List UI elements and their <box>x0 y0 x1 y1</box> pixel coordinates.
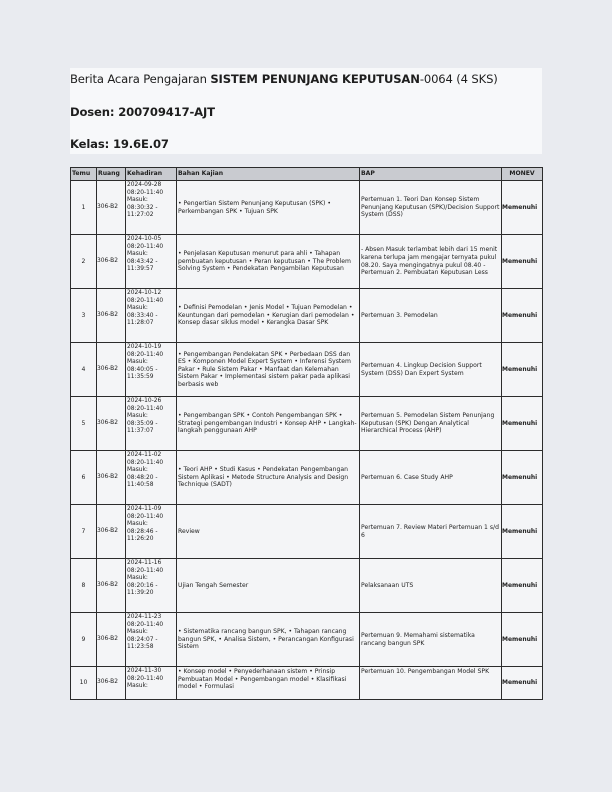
kehadiran-cell <box>126 451 177 505</box>
temu-cell: 2 <box>71 235 97 289</box>
kehadiran-line: 11:39:57 <box>127 266 154 273</box>
table-row <box>71 559 543 613</box>
temu-cell: 6 <box>71 451 97 505</box>
kehadiran-cell <box>126 397 177 451</box>
kehadiran-line: 11:35:59 <box>127 374 154 381</box>
col-header-ruang: Ruang <box>97 168 126 181</box>
kehadiran-line: 2024-10-19 <box>127 344 162 350</box>
table-row <box>71 235 543 289</box>
table-row <box>71 613 543 667</box>
kehadiran-line: 2024-11-30 <box>127 668 162 674</box>
temu-cell: 3 <box>71 289 97 343</box>
kehadiran-line: 08:40:05 - <box>127 366 158 373</box>
bap-cell: Pertemuan 3. Pemodelan <box>360 289 502 343</box>
ruang-cell: 306-B2 <box>97 613 126 667</box>
monev-cell: Memenuhi <box>502 613 543 667</box>
kehadiran-line: 08:35:09 - <box>127 420 158 427</box>
bahan-kajian-cell: Ujian Tengah Semester <box>177 559 360 613</box>
kehadiran-line: 2024-11-09 <box>127 506 162 512</box>
ruang-cell: 306-B2 <box>97 451 126 505</box>
col-header-temu: Temu <box>71 168 97 181</box>
monev-cell: Memenuhi <box>502 235 543 289</box>
kehadiran-cell <box>126 667 177 700</box>
col-header-bap: BAP <box>360 168 502 181</box>
table-row <box>71 451 543 505</box>
kehadiran-line: 08:43:42 - <box>127 258 158 265</box>
monev-cell: Memenuhi <box>502 397 543 451</box>
monev-cell: Memenuhi <box>502 343 543 397</box>
kehadiran-line: 08:20:16 - <box>127 582 158 589</box>
ruang-cell: 306-B2 <box>97 289 126 343</box>
temu-cell: 8 <box>71 559 97 613</box>
kehadiran-line: 08:20-11:40 <box>127 513 164 520</box>
col-header-monev: MONEV <box>502 168 543 181</box>
kehadiran-line: 11:28:07 <box>127 320 154 327</box>
monev-cell: Memenuhi <box>502 289 543 343</box>
kehadiran-line: 11:27:02 <box>127 212 154 219</box>
temu-cell: 9 <box>71 613 97 667</box>
kehadiran-line: 08:24:07 - <box>127 636 158 643</box>
temu-cell: 7 <box>71 505 97 559</box>
temu-cell: 5 <box>71 397 97 451</box>
table-row <box>71 181 543 235</box>
ruang-cell: 306-B2 <box>97 235 126 289</box>
kehadiran-line: 08:20-11:40 <box>127 459 164 466</box>
kehadiran-line: 08:20-11:40 <box>127 351 164 358</box>
kehadiran-line: 2024-11-02 <box>127 452 162 458</box>
bap-cell: Pertemuan 7. Review Materi Pertemuan 1 s/d 6 <box>360 505 502 559</box>
kehadiran-line: Masuk: <box>127 251 148 258</box>
kehadiran-cell <box>126 289 177 343</box>
kehadiran-line: Masuk: <box>127 521 148 528</box>
kehadiran-line: 2024-11-23 <box>127 614 162 620</box>
temu-cell: 4 <box>71 343 97 397</box>
kehadiran-line: 08:20-11:40 <box>127 189 164 196</box>
kehadiran-line: 08:20-11:40 <box>127 621 164 628</box>
kehadiran-line: Masuk: <box>127 197 148 204</box>
dosen-label: Dosen: <box>70 105 115 119</box>
kehadiran-line: 11:39:20 <box>127 590 154 597</box>
kehadiran-line: 08:20-11:40 <box>127 675 164 682</box>
document-title <box>70 72 498 86</box>
dosen-value: 200709417-AJT <box>118 105 215 119</box>
kehadiran-line: 08:20-11:40 <box>127 297 164 304</box>
table-row <box>71 397 543 451</box>
ruang-cell: 306-B2 <box>97 559 126 613</box>
bap-cell: Pertemuan 10. Pengembangan Model SPK <box>360 667 502 700</box>
kehadiran-line: 11:23:58 <box>127 644 154 651</box>
kehadiran-line: 11:37:07 <box>127 428 154 435</box>
kehadiran-cell <box>126 181 177 235</box>
bahan-kajian-cell: • Pengembangan Pendekatan SPK • Perbedaan DSS dan ES • Komponen Model Expert System • Inferensi System Pakar • Rule Sistem Pakar • Manfaat dan Kelemahan Sistem Pakar • Implementasi sistem pakar pada aplikasi berbasis web <box>177 343 360 397</box>
ruang-cell: 306-B2 <box>97 181 126 235</box>
kehadiran-line: 08:33:40 - <box>127 312 158 319</box>
kehadiran-line: 11:26:20 <box>127 536 154 543</box>
bahan-kajian-cell: • Konsep model • Penyederhanaan sistem • Prinsip Pembuatan Model • Pengembangan model • Klasifikasi model • Formulasi <box>177 667 360 700</box>
title-prefix: Berita Acara Pengajaran <box>70 72 207 86</box>
table-row <box>71 667 543 700</box>
kehadiran-line: 2024-09-28 <box>127 182 162 188</box>
bap-cell: Pertemuan 4. Lingkup Decision Support System (DSS) Dan Expert System <box>360 343 502 397</box>
document-header <box>70 68 542 154</box>
course-name: SISTEM PENUNJANG KEPUTUSAN <box>210 72 420 86</box>
bap-cell: Pertemuan 1. Teori Dan Konsep Sistem Penunjang Keputusan (SPK)/Decision Support System (DSS) <box>360 181 502 235</box>
monev-cell: Memenuhi <box>502 667 543 700</box>
kehadiran-cell <box>126 613 177 667</box>
kehadiran-line: Masuk: <box>127 305 148 312</box>
kehadiran-line: Masuk: <box>127 683 148 690</box>
kehadiran-line: 08:20-11:40 <box>127 243 164 250</box>
kehadiran-line: 2024-10-05 <box>127 236 162 242</box>
bap-cell: Pertemuan 6. Case Study AHP <box>360 451 502 505</box>
bap-cell: - Absen Masuk terlambat lebih dari 15 menit karena terlupa jam mengajar ternyata pukul 08.20. Saya mengingatnya pukul 08.40 - Pertemuan 2. Pembuatan Keputusan Less <box>360 235 502 289</box>
kehadiran-line: 08:28:46 - <box>127 528 158 535</box>
bahan-kajian-cell: • Sistematika rancang bangun SPK, • Tahapan rancang bangun SPK, • Analisa Sistem, • Perancangan Konfigurasi Sistem <box>177 613 360 667</box>
kelas-label: Kelas: <box>70 137 110 151</box>
bahan-kajian-cell: Review <box>177 505 360 559</box>
kehadiran-cell <box>126 343 177 397</box>
monev-cell: Memenuhi <box>502 181 543 235</box>
table-row <box>71 505 543 559</box>
course-suffix: -0064 (4 SKS) <box>419 72 498 86</box>
attendance-table <box>70 167 543 700</box>
kehadiran-line: 11:40:58 <box>127 482 154 489</box>
kehadiran-line: 2024-10-12 <box>127 290 162 296</box>
col-header-kehadiran: Kehadiran <box>126 168 177 181</box>
kehadiran-line: Masuk: <box>127 359 148 366</box>
bahan-kajian-cell: • Definisi Pemodelan • Jenis Model • Tujuan Pemodelan • Keuntungan dari pemodelan • Kerugian dari pemodelan • Konsep dasar siklus model • Kerangka Dasar SPK <box>177 289 360 343</box>
ruang-cell: 306-B2 <box>97 505 126 559</box>
kehadiran-line: Masuk: <box>127 467 148 474</box>
col-header-bahan-kajian: Bahan Kajian <box>177 168 360 181</box>
bap-cell: Pelaksanaan UTS <box>360 559 502 613</box>
monev-cell: Memenuhi <box>502 505 543 559</box>
kelas-value: 19.6E.07 <box>112 137 169 151</box>
kehadiran-line: 08:20-11:40 <box>127 405 164 412</box>
kehadiran-line: 08:48:20 - <box>127 474 158 481</box>
kehadiran-cell <box>126 559 177 613</box>
ruang-cell: 306-B2 <box>97 343 126 397</box>
temu-cell: 1 <box>71 181 97 235</box>
ruang-cell: 306-B2 <box>97 397 126 451</box>
kehadiran-line: 08:30:32 - <box>127 204 158 211</box>
bap-cell: Pertemuan 5. Pemodelan Sistem Penunjang Keputusan (SPK) Dengan Analytical Hierarchical Process (AHP) <box>360 397 502 451</box>
kehadiran-cell <box>126 235 177 289</box>
monev-cell: Memenuhi <box>502 451 543 505</box>
kehadiran-line: 08:20-11:40 <box>127 567 164 574</box>
temu-cell: 10 <box>71 667 97 700</box>
dosen-line <box>70 105 215 119</box>
bahan-kajian-cell: • Pengertian Sistem Penunjang Keputusan (SPK) • Perkembangan SPK • Tujuan SPK <box>177 181 360 235</box>
ruang-cell: 306-B2 <box>97 667 126 700</box>
kehadiran-line: 2024-11-16 <box>127 560 162 566</box>
kehadiran-line: Masuk: <box>127 629 148 636</box>
kehadiran-cell <box>126 505 177 559</box>
monev-cell: Memenuhi <box>502 559 543 613</box>
bap-cell: Pertemuan 9. Memahami sistematika rancang bangun SPK <box>360 613 502 667</box>
bahan-kajian-cell: • Penjelasan Keputusan menurut para ahli • Tahapan pembuatan keputusan • Peran keputusan • The Problem Solving System • Pendekatan Pengambilan Keputusan <box>177 235 360 289</box>
kehadiran-line: Masuk: <box>127 575 148 582</box>
kehadiran-line: 2024-10-26 <box>127 398 162 404</box>
table-header-row <box>71 168 543 181</box>
kelas-line <box>70 137 169 151</box>
table-row <box>71 343 543 397</box>
kehadiran-line: Masuk: <box>127 413 148 420</box>
bahan-kajian-cell: • Teori AHP • Studi Kasus • Pendekatan Pengembangan Sistem Aplikasi • Metode Structure Analysis and Design Technique (SADT) <box>177 451 360 505</box>
table-row <box>71 289 543 343</box>
bahan-kajian-cell: • Pengembangan SPK • Contoh Pengembangan SPK • Strategi pengembangan Industri • Konsep AHP • Langkah-langkah penggunaan AHP <box>177 397 360 451</box>
